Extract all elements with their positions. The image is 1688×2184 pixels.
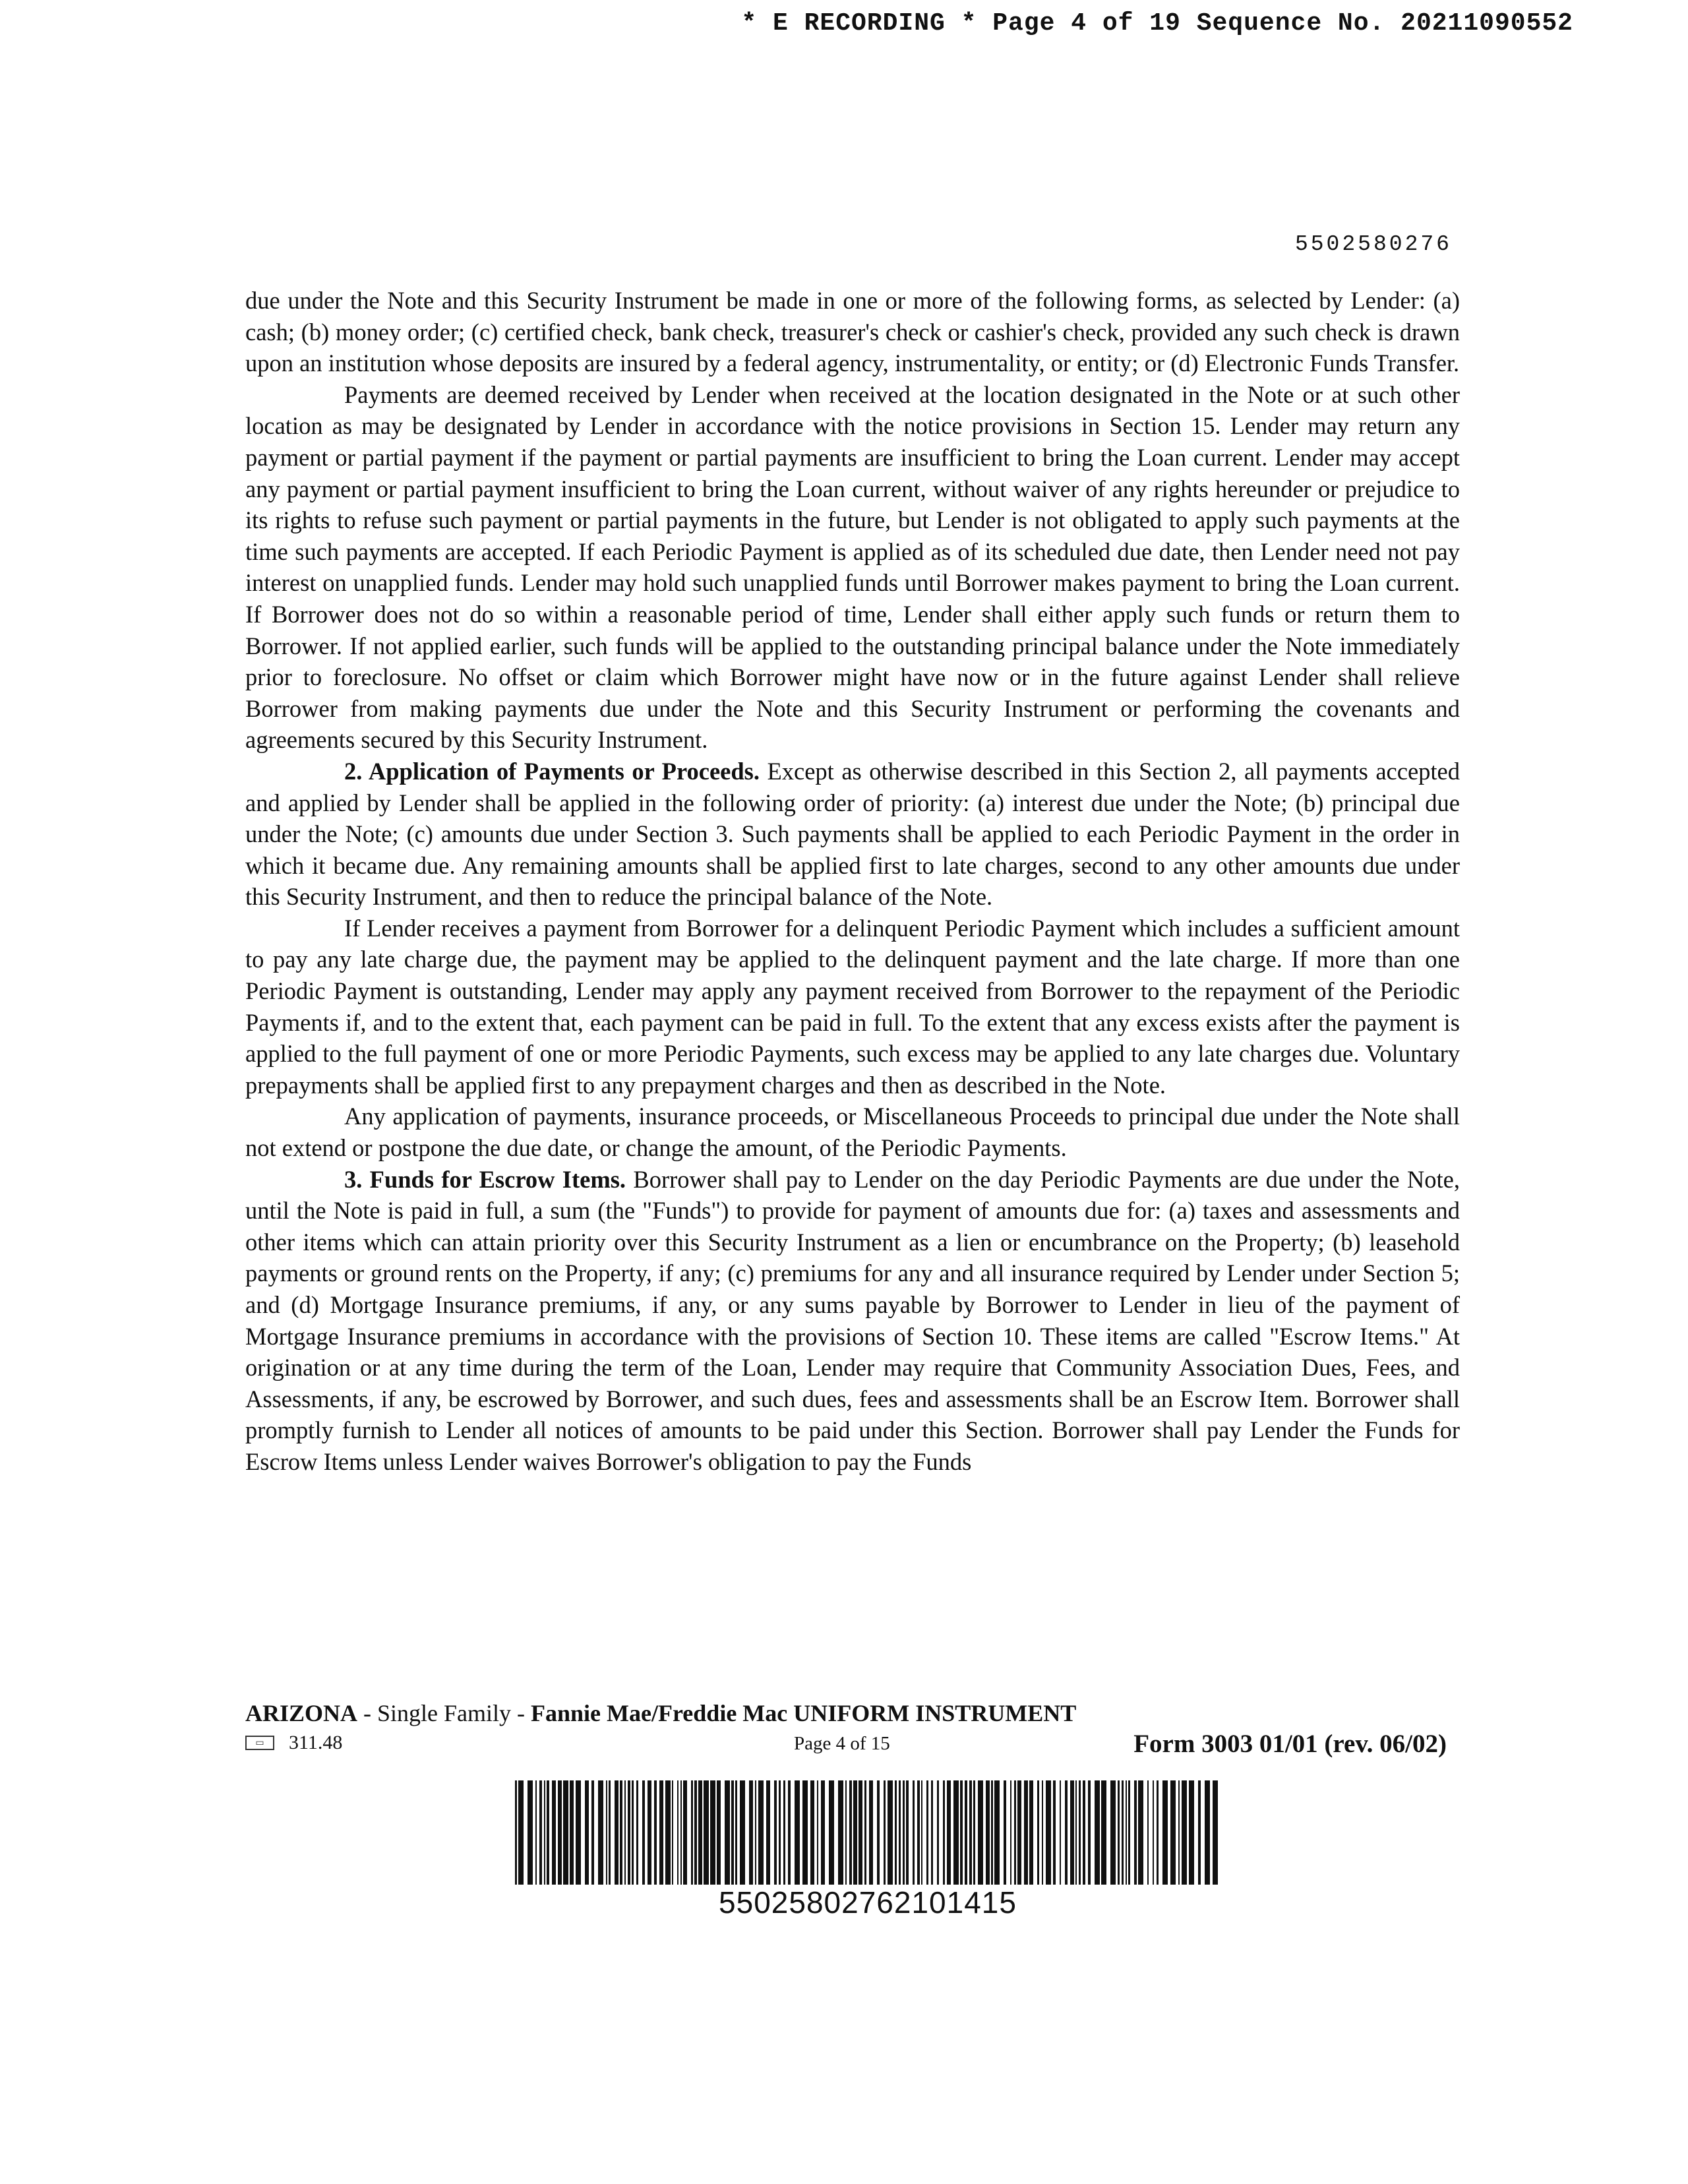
barcode-bar <box>648 1780 651 1885</box>
barcode-bar <box>1118 1780 1120 1885</box>
barcode-bar <box>1138 1780 1143 1885</box>
barcode-bar <box>1004 1780 1006 1885</box>
barcode-bar <box>1157 1780 1159 1885</box>
barcode-bar <box>853 1780 857 1885</box>
barcode-bar <box>947 1780 951 1885</box>
paragraph-delinquent-payment: If Lender receives a payment from Borrower for a delinquent Periodic Payment which includes a sufficient amount to pay any late charge due, the payment may be applied to the delinquent payment and the late charge. If more than one Periodic Payment is outstanding, Lender may apply any payment received from Borrower to the repayment of the Periodic Payments if, and to the extent that, each payment can be paid in full. To the extent that any excess exists after the payment is applied to the full payment of one or more Periodic Payments, such excess may be applied to any late charges due. Voluntary prepayments shall be applied first to any prepayment charges and then as described in the Note. <box>245 914 1460 1099</box>
barcode-bar <box>1122 1780 1124 1885</box>
barcode-bar <box>795 1780 800 1885</box>
barcode-bar <box>515 1780 517 1885</box>
footer-instrument: Fannie Mae/Freddie Mac UNIFORM INSTRUMENT <box>531 1700 1077 1726</box>
barcode-bar <box>943 1780 945 1885</box>
barcode-bar <box>1213 1780 1218 1885</box>
barcode-bar <box>953 1780 959 1885</box>
section-3-heading: 3. Funds for Escrow Items. <box>344 1165 626 1193</box>
barcode-bar <box>921 1780 922 1885</box>
barcode-bar <box>774 1780 777 1885</box>
barcode-bar <box>1083 1780 1085 1885</box>
barcode-bar <box>563 1780 568 1885</box>
barcode-bar <box>1029 1780 1033 1885</box>
barcode-bar <box>1205 1780 1210 1885</box>
barcode-bar <box>539 1780 542 1885</box>
barcode-bar <box>1198 1780 1201 1885</box>
barcode-bar <box>749 1780 753 1885</box>
barcode-bar <box>821 1780 825 1885</box>
barcode-bar <box>788 1780 791 1885</box>
barcode-bar <box>1079 1780 1081 1885</box>
barcode-bar <box>680 1780 682 1885</box>
barcode-bar <box>845 1780 847 1885</box>
barcode-bar <box>1178 1780 1180 1885</box>
barcode-bar <box>552 1780 556 1885</box>
barcode-bar <box>931 1780 933 1885</box>
barcode-bar <box>1147 1780 1149 1885</box>
barcode-bar <box>518 1780 524 1885</box>
loan-number: 5502580276 <box>1294 232 1452 257</box>
section-3-text: Borrower shall pay to Lender on the day Periodic Payments are due under the Note, until the Note is paid in full, a sum (the "Funds") to provide for payment of amounts due for: (a) taxes and assessments and other items which can attain priority over this Security Instrument as a lien or encumbrance on the Property; (b) leasehold payments or ground rents on the Property, if any; (c) premiums for any and all insurance required by Lender under Section 5; and (d) Mortgage Insurance premiums, if any, or any sums payable by Borrower to Lender in lieu of the payment of Mortgage Insurance premiums in accordance with the provisions of Section 10. These items are called "Escrow Items." At origination or at any time during the term of the Loan, Lender may require that Community Association Dues, Fees, and Assessments, if any, be escrowed by Borrower, and such dues, fees and assessments shall be an Escrow Item. Borrower shall promptly furnish to Lender all notices of amounts to be paid under this Section. Borrower shall pay Lender the Funds for Escrow Items unless Lender waives Borrower's obligation to pay the Funds <box>245 1165 1460 1475</box>
barcode-bar <box>903 1780 905 1885</box>
barcode-bar <box>810 1780 814 1885</box>
barcode-number: 55025802762101415 <box>719 1885 1017 1920</box>
barcode-bar <box>544 1780 545 1885</box>
barcode-bar <box>740 1780 745 1885</box>
barcode-bar <box>779 1780 781 1885</box>
barcode <box>511 1780 1224 1886</box>
barcode-bar <box>1014 1780 1016 1885</box>
barcode-bar <box>1110 1780 1116 1885</box>
barcode-bar <box>884 1780 886 1885</box>
barcode-bar <box>1053 1780 1056 1885</box>
barcode-bar <box>528 1780 533 1885</box>
section-2-heading: 2. Application of Payments or Proceeds. <box>344 757 760 785</box>
barcode-bar <box>698 1780 702 1885</box>
barcode-bar <box>547 1780 549 1885</box>
barcode-bar <box>725 1780 730 1885</box>
barcode-bar <box>535 1780 537 1885</box>
barcode-bar <box>1065 1780 1068 1885</box>
barcode-bar <box>598 1780 603 1885</box>
barcode-bar <box>576 1780 581 1885</box>
footer-page-number: Page 4 of 15 <box>794 1733 890 1754</box>
barcode-bar <box>1010 1780 1011 1885</box>
section-2-text: Except as otherwise described in this Section 2, all payments accepted and applied by Lender shall be applied in the following order of priority: (a) interest due under the Note; (b) principal due under the Note; (c) amounts due under Section 3. Such payments shall be applied to each Periodic Payment in the order in which it became due. Any remaining amounts shall be applied first to late charges, second to any other amounts due under this Security Instrument, and then to reduce the principal balance of the Note. <box>245 757 1460 911</box>
barcode-bar <box>817 1780 818 1885</box>
barcode-bar <box>1042 1780 1043 1885</box>
barcode-bar <box>654 1780 657 1885</box>
barcode-bar <box>632 1780 634 1885</box>
barcode-bar <box>877 1780 880 1885</box>
barcode-bar <box>973 1780 975 1885</box>
barcode-bar <box>672 1780 673 1885</box>
footer-form-number: Form 3003 01/01 (rev. 06/02) <box>1133 1730 1447 1758</box>
barcode-bar <box>1046 1780 1051 1885</box>
barcode-bar <box>694 1780 697 1885</box>
barcode-bar <box>609 1780 611 1885</box>
barcode-bar <box>677 1780 678 1885</box>
barcode-bar <box>1126 1780 1127 1885</box>
paragraph-application-of-payments: Any application of payments, insurance proceeds, or Miscellaneous Proceeds to principal due under the Note shall not extend or postpone the due date, or change the amount, of the Periodic Payments. <box>245 1103 1460 1162</box>
barcode-bar <box>906 1780 909 1885</box>
barcode-bar <box>783 1780 785 1885</box>
barcode-bar <box>636 1780 638 1885</box>
barcode-bar <box>1153 1780 1154 1885</box>
barcode-bar <box>691 1780 693 1885</box>
footer-state: ARIZONA <box>245 1700 358 1726</box>
barcode-bar <box>1170 1780 1176 1885</box>
barcode-bar <box>1088 1780 1091 1885</box>
barcode-bar <box>864 1780 866 1885</box>
barcode-bar <box>965 1780 967 1885</box>
barcode-bar <box>620 1780 622 1885</box>
barcode-bar <box>710 1780 715 1885</box>
barcode-bar <box>895 1780 897 1885</box>
barcode-bar <box>978 1780 983 1885</box>
barcode-bar <box>570 1780 574 1885</box>
barcode-bar <box>859 1780 862 1885</box>
barcode-bar <box>802 1780 808 1885</box>
footer-separator: - Single Family - <box>357 1700 531 1726</box>
barcode-bar <box>731 1780 734 1885</box>
footer-form-code: 311.48 <box>289 1732 343 1753</box>
barcode-bar <box>735 1780 737 1885</box>
barcode-bar <box>624 1780 626 1885</box>
barcode-bar <box>1037 1780 1039 1885</box>
barcode-bar <box>1017 1780 1021 1885</box>
barcode-bar <box>937 1780 939 1885</box>
barcode-bar <box>1182 1780 1187 1885</box>
barcode-bar <box>1101 1780 1106 1885</box>
barcode-bar <box>766 1780 770 1885</box>
recording-header: * E RECORDING * Page 4 of 19 Sequence No. 20211090552 <box>741 9 1573 38</box>
barcode-bar <box>1128 1780 1130 1885</box>
barcode-bar <box>888 1780 893 1885</box>
barcode-bar <box>704 1780 709 1885</box>
footer-form-line <box>245 1730 1460 1759</box>
barcode-bar <box>913 1780 915 1885</box>
barcode-bar <box>1095 1780 1100 1885</box>
barcode-bar <box>1162 1780 1168 1885</box>
barcode-bar <box>917 1780 920 1885</box>
barcode-bar <box>986 1780 990 1885</box>
barcode-bar <box>659 1780 663 1885</box>
barcode-bar <box>994 1780 1000 1885</box>
barcode-bar <box>1070 1780 1074 1885</box>
barcode-bar <box>683 1780 687 1885</box>
barcode-bar <box>960 1780 963 1885</box>
barcode-bar <box>755 1780 756 1885</box>
paragraph-section-3 <box>245 1164 1460 1478</box>
document-body <box>245 285 1460 1478</box>
barcode-bar <box>585 1780 589 1885</box>
barcode-bar <box>558 1780 562 1885</box>
barcode-bar <box>991 1780 993 1885</box>
barcode-bar <box>849 1780 852 1885</box>
barcode-bar <box>969 1780 972 1885</box>
barcode-bar <box>606 1780 607 1885</box>
paragraph-payment-forms: due under the Note and this Security Instrument be made in one or more of the following forms, as selected by Lender: (a) cash; (b) money order; (c) certified check, bank check, treasurer's check or cashier's check, provided any such check is drawn upon an institution whose deposits are insured by a federal agency, instrumentality, or entity; or (d) Electronic Funds Transfer. <box>245 287 1460 377</box>
paragraph-payments-received: Payments are deemed received by Lender when received at the location designated in the Note or at such other location as may be designated by Lender in accordance with the notice provisions in Section 15. Lender may return any payment or partial payment if the payment or partial payments are insufficient to bring the Loan current. Lender may accept any payment or partial payment insufficient to bring the Loan current, without waiver of any rights hereunder or prejudice to its rights to refuse such payment or partial payments in the future, but Lender is not obligated to apply such payments at the time such payments are accepted. If each Periodic Payment is applied as of its scheduled due date, then Lender need not pay interest on unapplied funds. Lender may hold such unapplied funds until Borrower makes payment to bring the Loan current. If Borrower does not do so within a reasonable period of time, Lender shall either apply such funds or return them to Borrower. If not applied earlier, such funds will be applied to the outstanding principal balance under the Note immediately prior to foreclosure. No offset or claim which Borrower might have now or in the future against Lender shall relieve Borrower from making payments due under the Note and this Security Instrument or performing the covenants and agreements secured by this Security Instrument. <box>245 380 1460 754</box>
form-software-icon: ▭ <box>245 1736 274 1750</box>
barcode-bar <box>1189 1780 1194 1885</box>
paragraph-section-2 <box>245 756 1460 913</box>
barcode-bar <box>717 1780 721 1885</box>
barcode-bar <box>1060 1780 1061 1885</box>
barcode-bar <box>829 1780 834 1885</box>
barcode-bar <box>838 1780 843 1885</box>
barcode-bar <box>665 1780 671 1885</box>
barcode-bar <box>926 1780 928 1885</box>
barcode-bar <box>615 1780 618 1885</box>
barcode-bar <box>1134 1780 1137 1885</box>
barcode-bar <box>1075 1780 1077 1885</box>
barcode-bar <box>628 1780 630 1885</box>
barcode-bar <box>642 1780 645 1885</box>
footer-instrument-line <box>245 1699 1076 1727</box>
barcode-bar <box>869 1780 873 1885</box>
barcode-bar <box>758 1780 764 1885</box>
barcode-bar <box>899 1780 901 1885</box>
barcode-bar <box>591 1780 594 1885</box>
barcode-bar <box>1024 1780 1028 1885</box>
